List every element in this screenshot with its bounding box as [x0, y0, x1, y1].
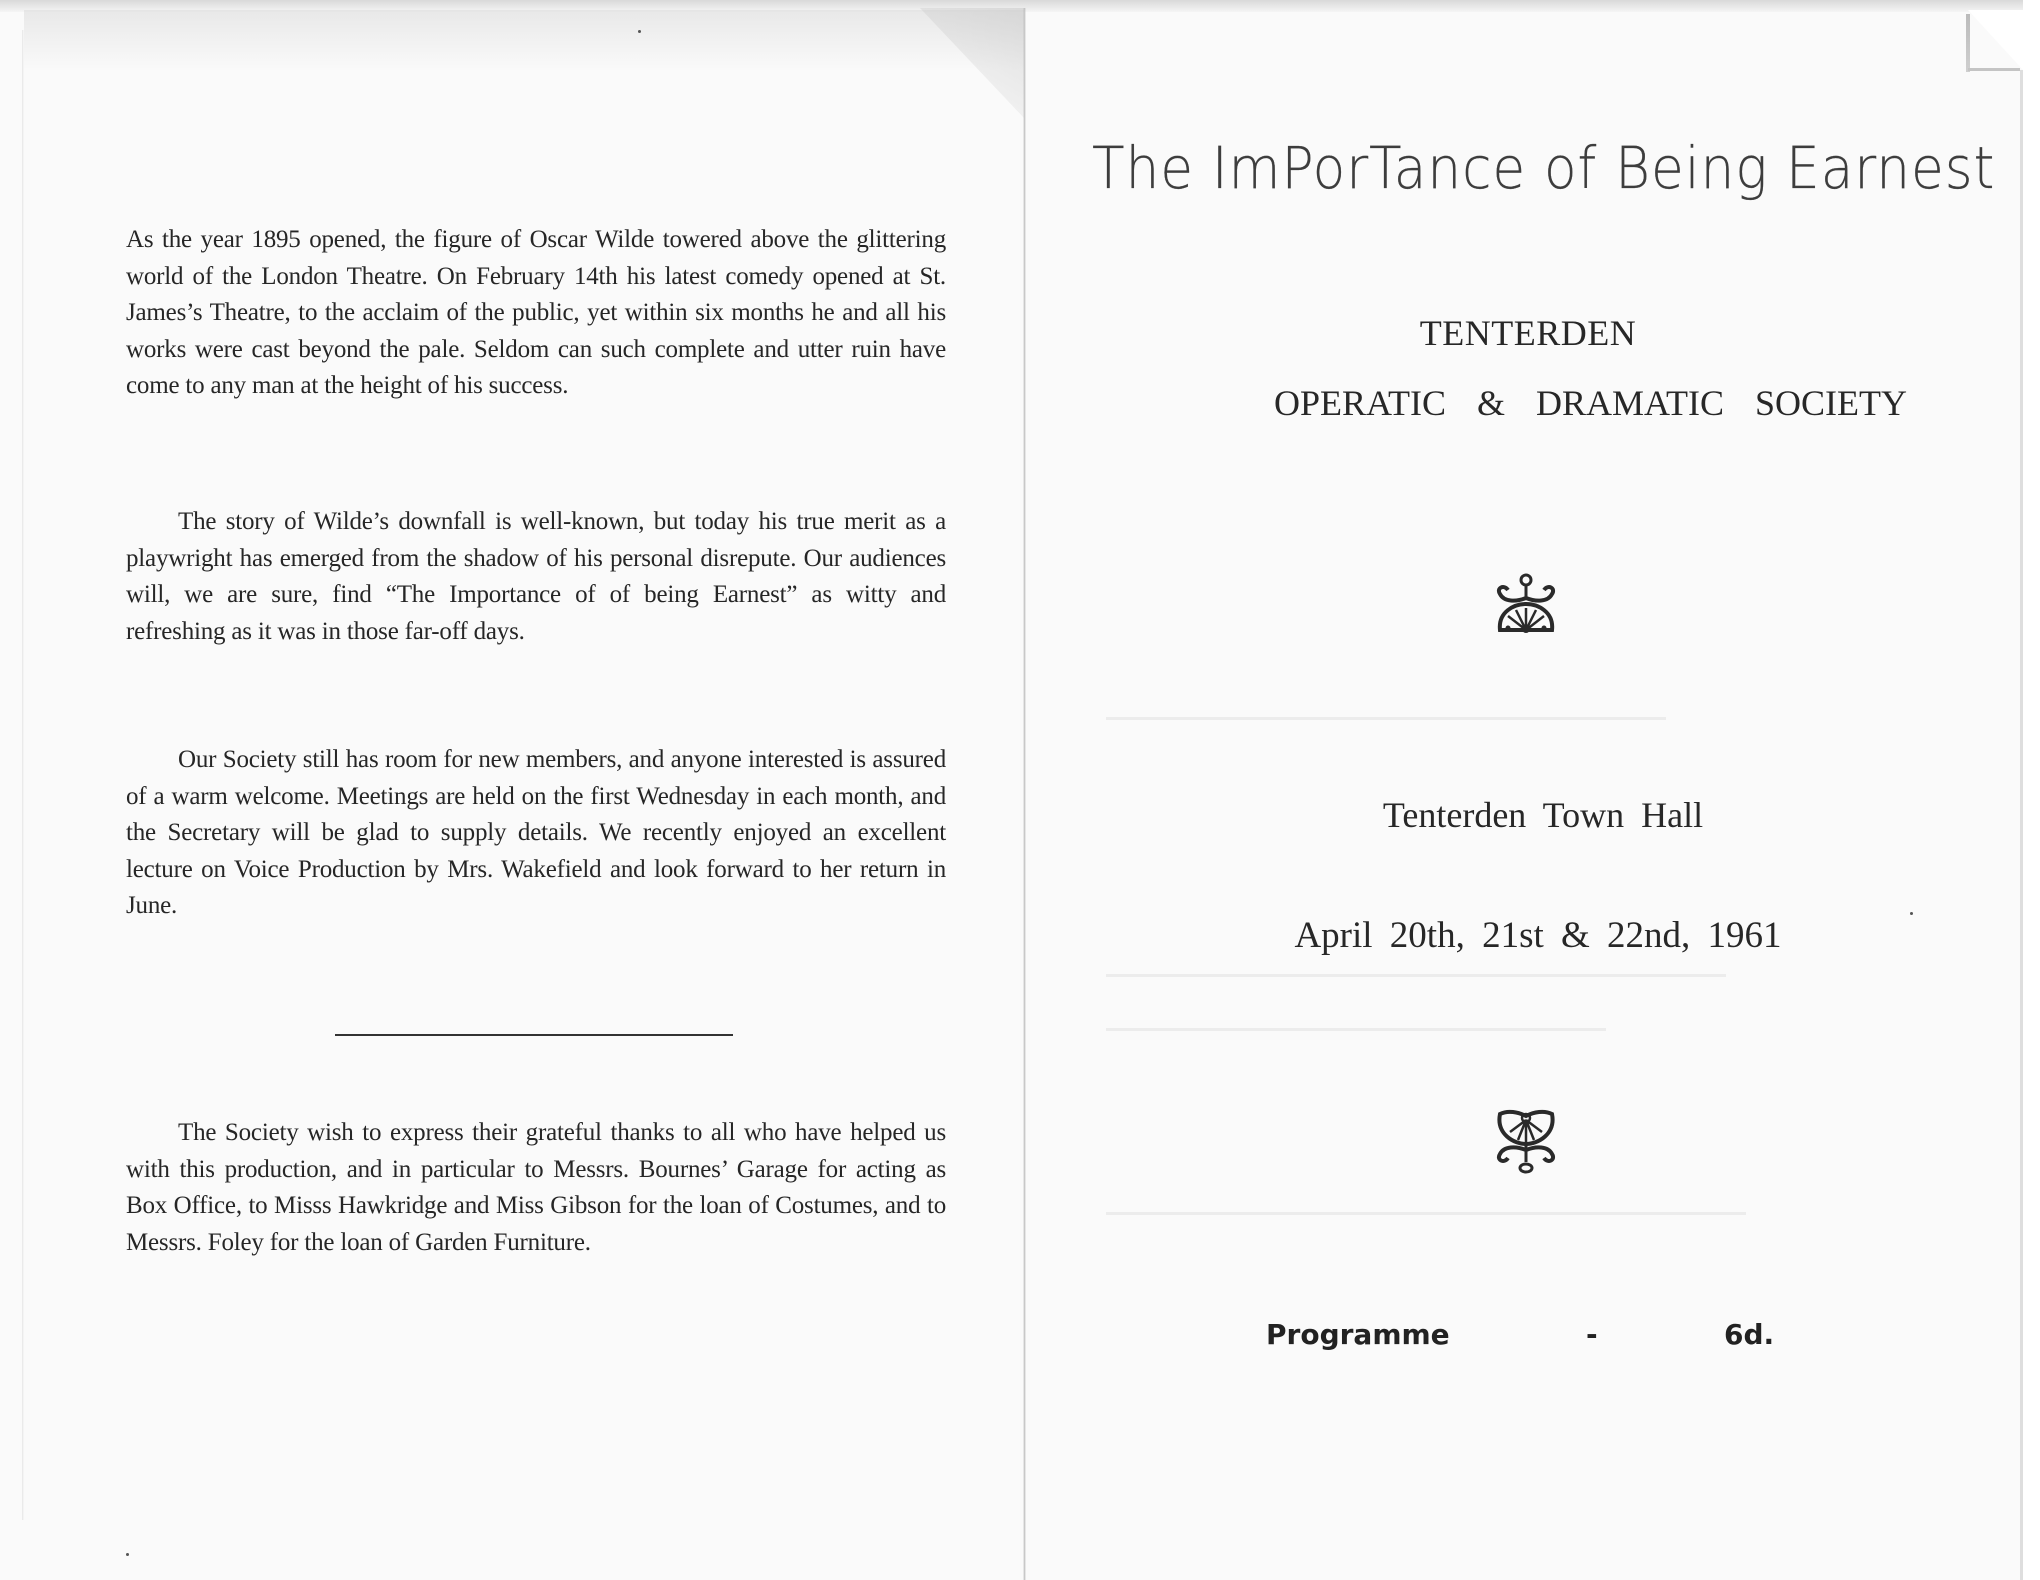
programme-label: Programme: [1266, 1318, 1450, 1351]
performance-dates: April 20th, 21st & 22nd, 1961: [1294, 915, 1782, 956]
paragraph-society-membership: [126, 742, 946, 925]
show-through-mark: [1106, 1212, 1746, 1215]
society-town-heading: TENTERDEN: [1419, 313, 1637, 353]
left-page: [24, 12, 1022, 1580]
fleuron-ornament-inverted-icon: [1486, 1106, 1566, 1176]
scan-speck: [638, 30, 641, 33]
scan-speck: [126, 1553, 129, 1556]
show-through-mark: [1106, 717, 1666, 720]
scan-speck: [1910, 912, 1913, 915]
show-through-mark: [1106, 1028, 1606, 1031]
paragraph-wilde-intro: As the year 1895 opened, the figure of Oscar Wilde towered above the glittering world of the London Theatre. On February 14th his latest comedy opened at St. James’s Theatre, to the acclaim of the public, yet within six months he and all his works were cast beyond the pale. Seldom can such complete and utter ruin have come to any man at the height of his success.: [126, 226, 946, 399]
fleuron-ornament-icon: [1486, 572, 1566, 642]
society-name-heading: OPERATIC & DRAMATIC SOCIETY: [1273, 383, 1908, 423]
programme-price-line: [1266, 1318, 1826, 1358]
section-divider: [335, 1034, 733, 1036]
paragraph-text: The story of Wilde’s downfall is well-known, but today his true merit as a playwright has emerged from the shadow of his personal disrepute. Our audiences will, we are sure, find “The Importance of of being Earnest” as witty and refreshing as it was in those far-off days.: [126, 508, 946, 645]
paragraph-acknowledgements: [126, 1115, 946, 1261]
paragraph-text: Our Society still has room for new members, and anyone interested is assured of a warm welcome. Meetings are held on the first Wednesday in each month, and the Secretary will be glad to supply details. We recently enjoyed an excellent lecture on Voice Production by Mrs. Wakefield and look forward to her return in June.: [126, 746, 946, 919]
venue-text: Tenterden Town Hall: [1382, 795, 1704, 835]
right-page-cover: [1026, 12, 2020, 1580]
handwritten-title: The ImPorTance of Being Earnest: [1092, 134, 1996, 202]
scanner-margin: [2023, 0, 2040, 1580]
programme-price: 6d.: [1724, 1318, 1775, 1351]
programme-separator: -: [1586, 1318, 1598, 1351]
show-through-mark: [1106, 974, 1726, 977]
paragraph-wilde-downfall: [126, 504, 946, 650]
paragraph-text: The Society wish to express their grateful thanks to all who have helped us with this production, and in particular to Messrs. Bournes’ Garage for acting as Box Office, to Misss Hawkridge and Miss Gibson for the loan of Costumes, and to Messrs. Foley for the loan of Garden Furniture.: [126, 1119, 946, 1256]
